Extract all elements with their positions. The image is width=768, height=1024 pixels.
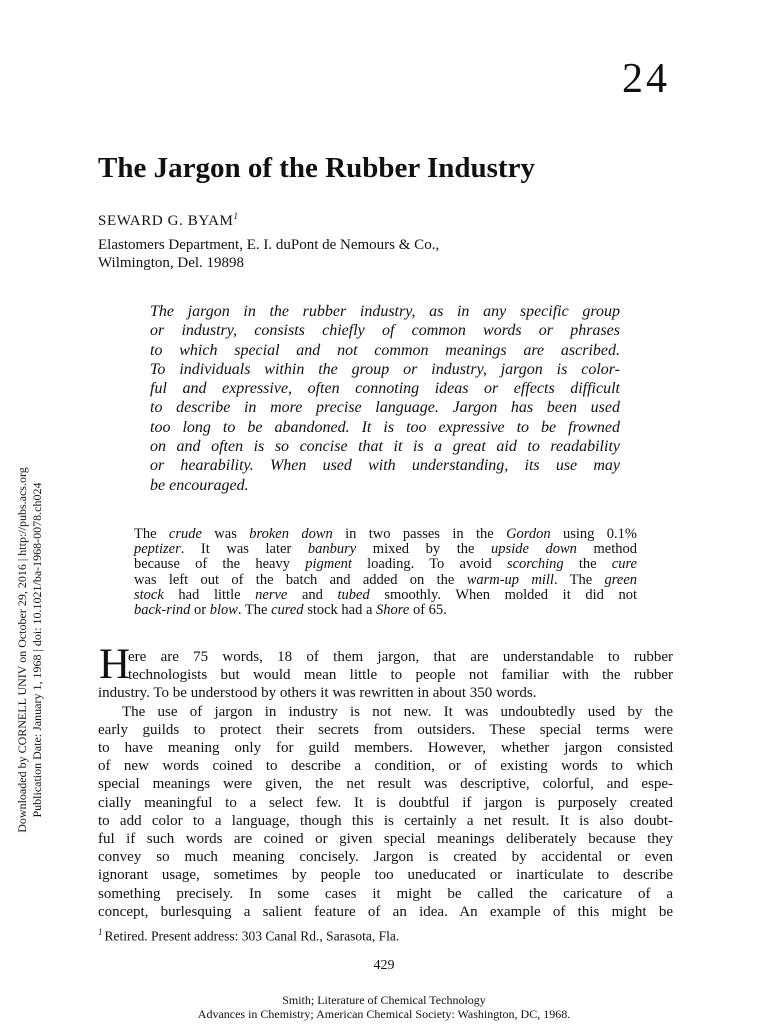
citation-line: Advances in Chemistry; American Chemical Society: Washington, DC, 1968. xyxy=(197,1007,571,1021)
footnote xyxy=(98,927,399,945)
jargon-term: cure xyxy=(611,556,637,573)
example-text: and xyxy=(287,586,338,603)
download-notice-line: Downloaded by CORNELL UNIV on October 29, 2016 | http://pubs.acs.org xyxy=(15,467,29,833)
example-text: or xyxy=(190,602,210,619)
author-footnote-mark: 1 xyxy=(233,211,239,221)
body-line: something precisely. In some cases it might be called the caricature of a xyxy=(98,885,673,902)
example-text: The xyxy=(134,526,169,542)
page-number: 429 xyxy=(373,958,395,973)
example-line xyxy=(134,527,637,542)
abstract-line: too long to be abandoned. It is too expressive to be frowned xyxy=(150,418,620,436)
jargon-example-paragraph xyxy=(134,527,637,618)
body-line: The use of jargon in industry is not new. It was undoubtedly used by the xyxy=(122,703,673,720)
example-text: because of the heavy xyxy=(134,556,306,573)
example-text: using 0.1% xyxy=(550,526,638,542)
publication-notice-line: Publication Date: January 1, 1968 | doi: 10.1021/ba-1968-0078.ch024 xyxy=(30,482,44,818)
body-line: ignorant usage, sometimes by people too uneducated or inarticulate to describe xyxy=(98,867,673,884)
body-line: ere are 75 words, 18 of them jargon, that are understandable to rubber xyxy=(128,649,673,665)
example-text: . It was later xyxy=(180,541,308,558)
jargon-term: crude xyxy=(168,526,202,542)
example-line xyxy=(134,573,637,588)
affiliation-line: Wilmington, Del. 19898 xyxy=(98,255,245,271)
body-line: industry. To be understood by others it was rewritten in about 350 words. xyxy=(98,685,537,702)
body-line: convey so much meaning concisely. Jargon is created by accidental or even xyxy=(98,849,673,866)
jargon-term: peptizer xyxy=(134,541,181,558)
author-name-text: SEWARD G. BYAM xyxy=(98,213,234,229)
jargon-term: Gordon xyxy=(506,526,551,542)
body-line: cially meaningful to a select few. It is doubtful if jargon is purposely created xyxy=(98,794,673,811)
abstract-line: to describe in more precise language. Jargon has been used xyxy=(150,399,620,417)
footnote-text: Retired. Present address: 303 Canal Rd., Sarasota, Fla. xyxy=(104,928,400,944)
jargon-term: green xyxy=(604,571,638,588)
jargon-term: banbury xyxy=(307,541,357,558)
example-text: in two passes in the xyxy=(332,526,507,542)
abstract-line: The jargon in the rubber industry, as in any specific group xyxy=(150,303,620,320)
citation-line: Smith; Literature of Chemical Technology xyxy=(282,993,486,1007)
author-name xyxy=(98,211,239,230)
example-text: had little xyxy=(163,586,256,603)
jargon-term: upside down xyxy=(491,541,577,558)
example-text: was left out of the batch and added on the xyxy=(134,571,467,588)
jargon-term: tubed xyxy=(337,586,370,603)
example-line xyxy=(134,557,637,572)
body-line: to have meaning only for guild members. However, whether jargon consisted xyxy=(98,740,673,757)
abstract-line: To individuals within the group or industry, jargon is color- xyxy=(150,360,620,378)
example-text: of 65. xyxy=(409,602,447,619)
body-line: technologists but would mean little to people not familiar with the rubber xyxy=(128,667,673,684)
body-line: concept, burlesquing a salient feature of an idea. An example of this might be xyxy=(98,903,673,920)
example-text: . The xyxy=(553,571,605,588)
example-text: loading. To avoid xyxy=(351,556,507,573)
abstract-line: ful and expressive, often connoting ideas or effects difficult xyxy=(150,380,620,398)
abstract-line: or industry, consists chiefly of common words or phrases xyxy=(150,322,620,340)
example-text: was xyxy=(201,526,250,542)
example-line xyxy=(134,588,637,603)
body-text xyxy=(98,648,673,921)
jargon-term: scorching xyxy=(506,556,564,573)
jargon-term: back-rind xyxy=(134,602,191,619)
example-text: . The xyxy=(237,602,272,619)
jargon-term: pigment xyxy=(305,556,352,573)
example-line xyxy=(134,603,637,618)
example-line xyxy=(134,542,637,557)
example-text: mixed by the xyxy=(356,541,492,558)
drop-cap: H xyxy=(99,641,131,688)
author-affiliation xyxy=(98,236,439,272)
body-line: ful if such words are coined or given special meanings deliberately because they xyxy=(98,831,673,848)
affiliation-line: Elastomers Department, E. I. duPont de Nemours & Co., xyxy=(98,237,440,253)
jargon-term: nerve xyxy=(255,586,288,603)
jargon-term: blow xyxy=(209,602,238,619)
citation-footer xyxy=(0,993,768,1021)
jargon-term: warm-up mill xyxy=(466,571,554,588)
jargon-term: stock xyxy=(134,586,164,603)
body-line: early guilds to protect their secrets from outsiders. These special terms were xyxy=(98,721,673,738)
body-line: special meanings were given, the net result was descriptive, colorful, and espe- xyxy=(98,776,673,793)
example-text: stock had a xyxy=(303,602,377,619)
chapter-number: 24 xyxy=(622,56,670,102)
abstract-line: to which special and not common meanings are ascribed. xyxy=(150,341,620,359)
jargon-term: Shore xyxy=(376,602,410,619)
article-title: The Jargon of the Rubber Industry xyxy=(98,152,535,184)
abstract-line: on and often is so concise that it is a great aid to readability xyxy=(150,438,620,456)
example-text: smoothly. When molded it did not xyxy=(369,586,637,603)
abstract-line: be encouraged. xyxy=(150,476,249,494)
jargon-term: cured xyxy=(271,602,304,619)
jargon-term: broken down xyxy=(249,526,333,542)
body-line: of new words coined to describe a condition, or of existing words to which xyxy=(98,758,673,775)
body-line: to add color to a language, though this is certainly a net result. It is also doubt- xyxy=(98,812,673,829)
abstract xyxy=(150,302,620,495)
footnote-mark: 1 xyxy=(98,927,103,937)
example-text: the xyxy=(563,556,612,573)
abstract-line: or hearability. When used with understanding, its use may xyxy=(150,457,620,475)
example-text: method xyxy=(576,541,638,558)
